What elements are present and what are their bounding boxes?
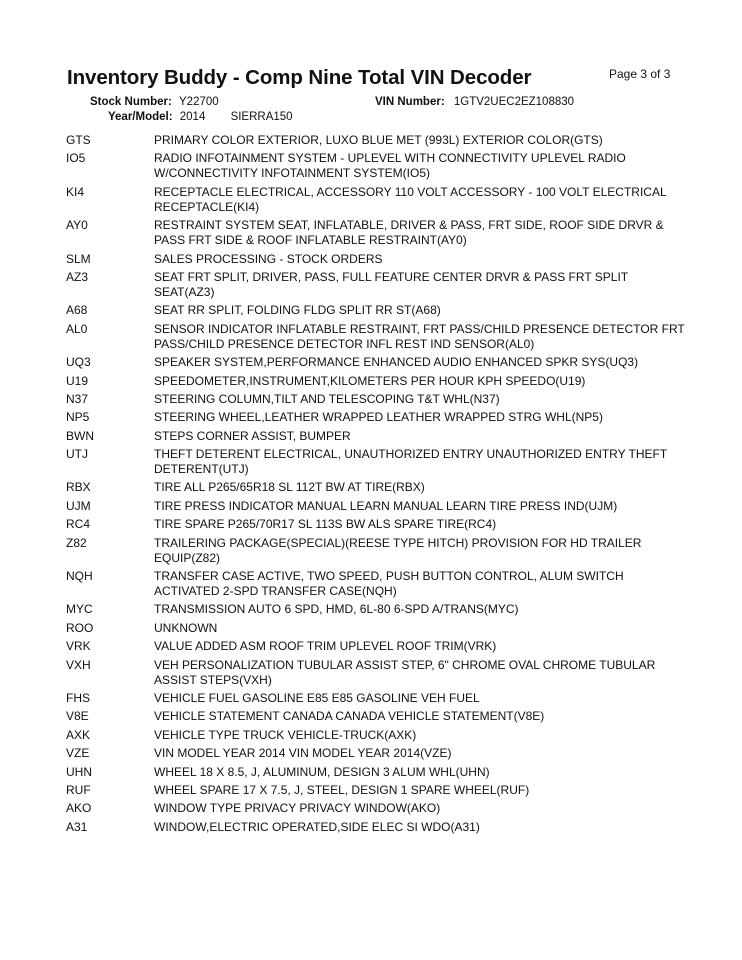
option-code-row [66, 820, 686, 835]
option-description: RADIO INFOTAINMENT SYSTEM - UPLEVEL WITH CONNECTIVITY UPLEVEL RADIO W/CONNECTIVITY INFOTAINMENT SYSTEM(IO5) [154, 151, 626, 181]
option-code-row [66, 252, 686, 267]
option-description: STEERING COLUMN,TILT AND TELESCOPING T&T WHL(N37) [154, 391, 500, 406]
option-code-row [66, 783, 686, 798]
option-code: KI4 [66, 184, 85, 199]
option-code: RBX [66, 480, 91, 495]
option-description: WHEEL 18 X 8.5, J, ALUMINUM, DESIGN 3 ALUM WHL(UHN) [154, 764, 490, 779]
option-code-row [66, 151, 686, 181]
option-description: RESTRAINT SYSTEM SEAT, INFLATABLE, DRIVER & PASS, FRT SIDE, ROOF SIDE DRVR & PASS FRT SIDE & ROOF INFLATABLE RESTRAINT(AY0) [154, 218, 664, 248]
option-code: AXK [66, 727, 91, 742]
option-description: SPEEDOMETER,INSTRUMENT,KILOMETERS PER HOUR KPH SPEEDO(U19) [154, 373, 586, 388]
option-description: UNKNOWN [154, 620, 218, 635]
option-code-row [66, 746, 686, 761]
option-code-row [66, 410, 686, 425]
option-code: SLM [66, 251, 91, 266]
option-description: THEFT DETERENT ELECTRICAL, UNAUTHORIZED ENTRY UNAUTHORIZED ENTRY THEFT DETERENT(UTJ) [154, 447, 667, 477]
option-code: RC4 [66, 517, 91, 532]
option-description: TRAILERING PACKAGE(SPECIAL)(REESE TYPE HITCH) PROVISION FOR HD TRAILER EQUIP(Z82) [154, 535, 642, 565]
option-code-row [66, 602, 686, 617]
stock-number [90, 96, 219, 108]
option-description: SEAT FRT SPLIT, DRIVER, PASS, FULL FEATURE CENTER DRVR & PASS FRT SPLIT SEAT(AZ3) [154, 269, 628, 299]
year-value: 2014 [179, 111, 206, 123]
option-code: AZ3 [66, 269, 89, 284]
option-code-row [66, 185, 686, 215]
option-code-row [66, 374, 686, 389]
option-code: FHS [66, 690, 90, 705]
option-code: AL0 [66, 321, 88, 336]
option-code-list [66, 133, 686, 838]
option-code-row [66, 621, 686, 636]
option-description: VEHICLE FUEL GASOLINE E85 E85 GASOLINE VEH FUEL [154, 690, 480, 705]
option-code-row [66, 480, 686, 495]
page-title: Inventory Buddy - Comp Nine Total VIN Decoder [67, 66, 532, 89]
option-description: TRANSMISSION AUTO 6 SPD, HMD, 6L-80 6-SPD A/TRANS(MYC) [154, 602, 519, 617]
option-description: STEPS CORNER ASSIST, BUMPER [154, 428, 351, 443]
year-model [108, 111, 293, 123]
option-code-row [66, 709, 686, 724]
stock-number-label: Stock Number: [90, 96, 172, 108]
option-code: NP5 [66, 410, 90, 425]
option-description: SALES PROCESSING - STOCK ORDERS [154, 251, 383, 266]
option-code-row [66, 355, 686, 370]
option-code: UTJ [66, 447, 88, 462]
vin-number-value: 1GTV2UEC2EZ108830 [453, 96, 575, 108]
option-code: V8E [66, 709, 89, 724]
option-code: IO5 [66, 151, 86, 166]
vin-number [375, 96, 574, 108]
option-code: NQH [66, 569, 93, 584]
option-code-row [66, 499, 686, 514]
option-code-row [66, 728, 686, 743]
option-description: SEAT RR SPLIT, FOLDING FLDG SPLIT RR ST(A68) [154, 303, 441, 318]
option-code: MYC [66, 602, 93, 617]
option-description: PRIMARY COLOR EXTERIOR, LUXO BLUE MET (993L) EXTERIOR COLOR(GTS) [154, 133, 603, 147]
option-code: VZE [66, 746, 90, 761]
option-description: STEERING WHEEL,LEATHER WRAPPED LEATHER WRAPPED STRG WHL(NP5) [154, 410, 603, 425]
model-value: SIERRA150 [230, 111, 293, 123]
option-code-row [66, 218, 686, 248]
option-code-row [66, 447, 686, 477]
option-description: WHEEL SPARE 17 X 7.5, J, STEEL, DESIGN 1 SPARE WHEEL(RUF) [154, 782, 530, 797]
option-code-row [66, 429, 686, 444]
option-description: SENSOR INDICATOR INFLATABLE RESTRAINT, FRT PASS/CHILD PRESENCE DETECTOR FRT PASS/CHILD PRESENCE DETECTOR INFL REST IND SENSOR(AL0) [154, 321, 685, 351]
option-code-row [66, 658, 686, 688]
option-code: AY0 [66, 218, 88, 233]
option-code: A31 [66, 819, 88, 834]
option-description: VEH PERSONALIZATION TUBULAR ASSIST STEP, 6" CHROME OVAL CHROME TUBULAR ASSIST STEPS(VXH) [154, 657, 656, 687]
option-description: VIN MODEL YEAR 2014 VIN MODEL YEAR 2014(VZE) [154, 746, 452, 761]
year-model-label: Year/Model: [108, 111, 173, 123]
stock-number-value: Y22700 [179, 96, 219, 108]
vin-number-label: VIN Number: [375, 96, 445, 108]
option-code-row [66, 303, 686, 318]
option-description: VALUE ADDED ASM ROOF TRIM UPLEVEL ROOF TRIM(VRK) [154, 639, 497, 654]
option-code-row [66, 639, 686, 654]
option-code: N37 [66, 391, 89, 406]
option-code: GTS [66, 133, 91, 147]
option-code-row [66, 392, 686, 407]
option-code-row [66, 322, 686, 352]
option-description: SPEAKER SYSTEM,PERFORMANCE ENHANCED AUDIO ENHANCED SPKR SYS(UQ3) [154, 355, 639, 370]
option-code-row [66, 133, 686, 148]
option-description: TIRE SPARE P265/70R17 SL 113S BW ALS SPARE TIRE(RC4) [154, 517, 497, 532]
option-code: RUF [66, 782, 91, 797]
option-code: UJM [66, 498, 91, 513]
option-description: VEHICLE STATEMENT CANADA CANADA VEHICLE STATEMENT(V8E) [154, 709, 545, 724]
option-description: TIRE ALL P265/65R18 SL 112T BW AT TIRE(RBX) [154, 480, 425, 495]
option-code: VRK [66, 639, 91, 654]
option-code: U19 [66, 373, 89, 388]
option-code-row [66, 765, 686, 780]
option-code: VXH [66, 657, 91, 672]
option-code: ROO [66, 620, 94, 635]
option-code: BWN [66, 428, 94, 443]
option-code: UHN [66, 764, 92, 779]
option-code-row [66, 536, 686, 566]
option-code: UQ3 [66, 355, 91, 370]
option-description: TIRE PRESS INDICATOR MANUAL LEARN MANUAL LEARN TIRE PRESS IND(UJM) [154, 498, 618, 513]
option-description: WINDOW TYPE PRIVACY PRIVACY WINDOW(AKO) [154, 801, 441, 816]
option-description: VEHICLE TYPE TRUCK VEHICLE-TRUCK(AXK) [154, 727, 417, 742]
option-code-row [66, 691, 686, 706]
option-code: A68 [66, 303, 88, 318]
option-code-row [66, 801, 686, 816]
option-code: Z82 [66, 535, 87, 550]
option-description: WINDOW,ELECTRIC OPERATED,SIDE ELEC SI WDO(A31) [154, 819, 480, 834]
option-description: RECEPTACLE ELECTRICAL, ACCESSORY 110 VOLT ACCESSORY - 100 VOLT ELECTRICAL RECEPTACLE(KI4) [154, 184, 667, 214]
option-code-row [66, 270, 686, 300]
option-code-row [66, 517, 686, 532]
option-code: AKO [66, 801, 92, 816]
page-number: Page 3 of 3 [609, 67, 671, 81]
option-code-row [66, 569, 686, 599]
option-description: TRANSFER CASE ACTIVE, TWO SPEED, PUSH BUTTON CONTROL, ALUM SWITCH ACTIVATED 2-SPD TRANSFER CASE(NQH) [154, 569, 624, 599]
